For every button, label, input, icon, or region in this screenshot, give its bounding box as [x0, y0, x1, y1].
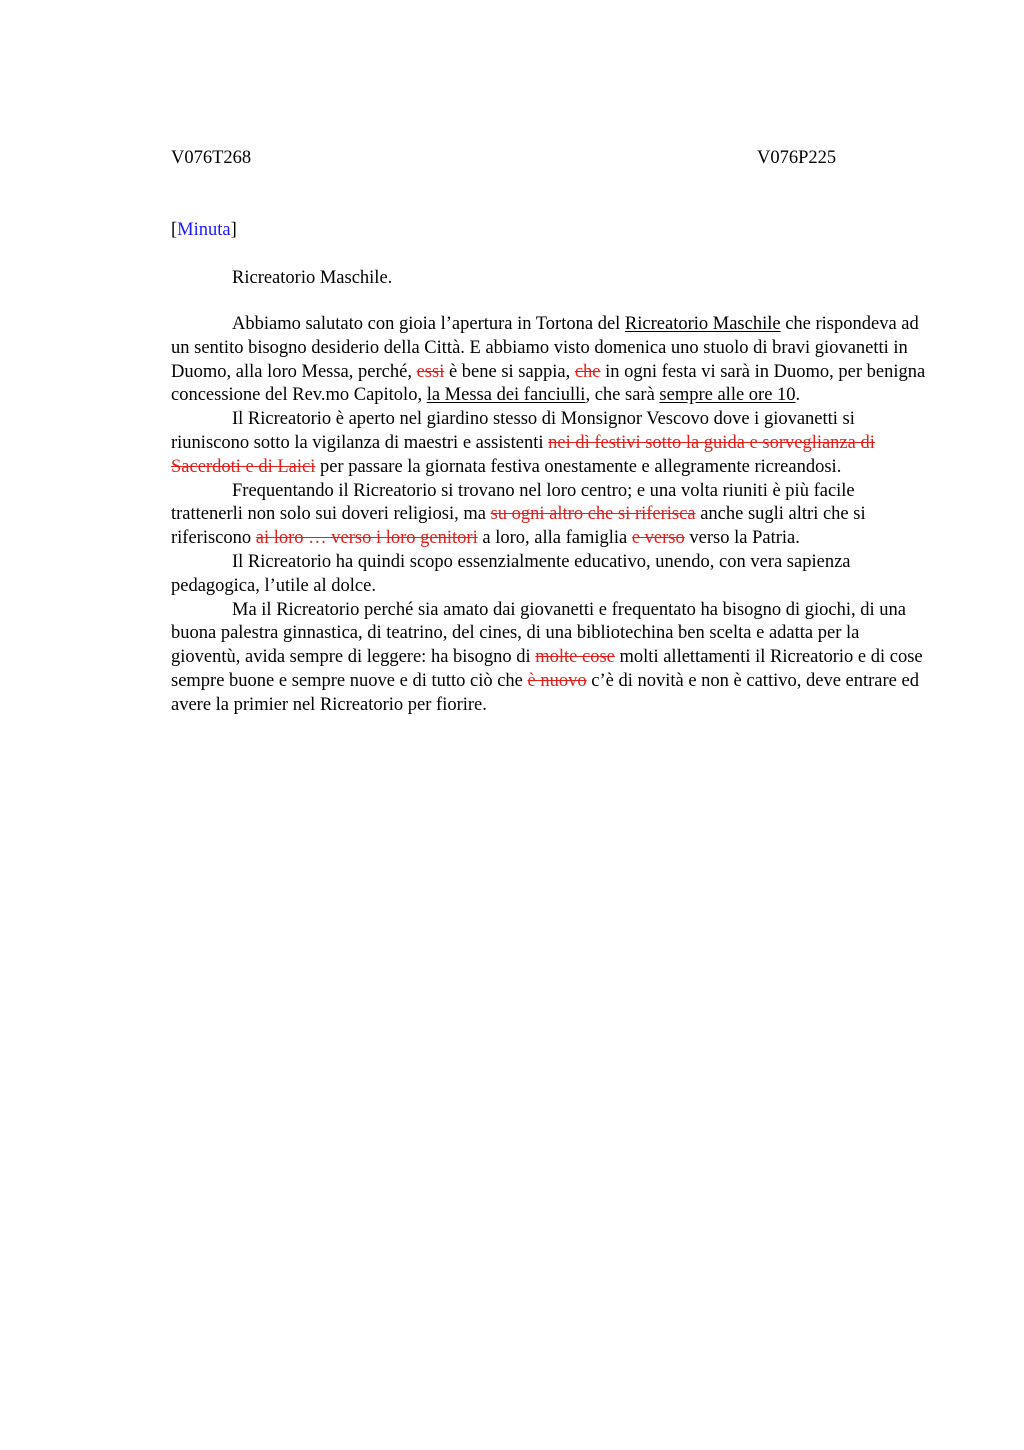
text-run: che rispondeva ad un sentito bisogno desiderio della Città. E abbiamo visto domenica uno stuolo di bravi giovanetti in Duomo, alla loro Messa, perché,: [171, 314, 919, 382]
text-run: Abbiamo salutato con gioia l’apertura in Tortona del: [232, 314, 625, 334]
paragraph-1: [171, 313, 931, 408]
text-run: Il Ricreatorio ha quindi scopo essenzialmente educativo, unendo, con vera sapienza pedagogica, l’utile al dolce.: [171, 551, 851, 596]
text-run: .: [795, 385, 801, 406]
paragraph-2: [171, 408, 931, 479]
document-code-right: V076P225: [757, 148, 837, 168]
deleted-text: che: [574, 361, 601, 382]
text-run: in ogni festa vi sarà in Duomo, per benigna concessione del Rev.mo Capitolo,: [171, 361, 926, 406]
paragraph-3: [171, 480, 931, 551]
deleted-text: essi: [416, 361, 445, 382]
underlined-text: Ricreatorio Maschile: [624, 314, 781, 334]
draft-label-word: Minuta: [177, 220, 231, 240]
text-run: verso la Patria.: [684, 528, 800, 549]
bracket-close: ]: [230, 220, 237, 240]
text-run: a loro, alla famiglia: [477, 528, 632, 549]
deleted-text: molte cose: [535, 647, 615, 668]
draft-label: [171, 218, 237, 242]
text-run: Ma il Ricreatorio perché sia amato dai giovanetti e frequentato ha bisogno di giochi, di una buona palestra ginnastica, di teatrino, del cines, di una bibliotechina ben scelta e adatta per la gioventù, avida sempre di leggere: ha bisogno di: [171, 599, 907, 668]
text-run: è bene si sappia,: [444, 361, 575, 382]
text-run: Il Ricreatorio è aperto nel giardino stesso di Monsignor Vescovo dove i giovanetti si riuniscono sotto la vigilanza di maestri e assistenti: [171, 409, 855, 453]
document-body: [171, 313, 931, 718]
paragraph-4: [171, 551, 931, 599]
deleted-text: ai loro … verso i loro genitori: [255, 528, 478, 549]
bracket-open: [: [171, 220, 178, 240]
document-code-left: V076T268: [171, 148, 252, 168]
deleted-text: e verso: [631, 528, 685, 549]
deleted-text: è nuovo: [527, 670, 587, 691]
underlined-text: sempre alle ore 10: [659, 385, 796, 406]
underlined-text: la Messa dei fanciulli: [426, 385, 586, 406]
text-run: , che sarà: [585, 385, 660, 406]
document-title: Ricreatorio Maschile.: [232, 268, 393, 288]
text-run: anche sugli altri che si riferiscono: [171, 504, 866, 549]
text-run: c’è di novità e non è cattivo, deve entrare ed avere la primier nel Ricreatorio per fiorire.: [171, 670, 919, 715]
text-run: molti allettamenti il Ricreatorio e di cose sempre buone e sempre nuove e di tutto ciò che: [171, 647, 923, 691]
deleted-text: su ogni altro che si riferisca: [490, 504, 696, 525]
text-run: per passare la giornata festiva onestamente e allegramente ricreandosi.: [315, 456, 842, 477]
text-run: Frequentando il Ricreatorio si trovano nel loro centro; e una volta riuniti è più facile trattenerli non solo sui doveri religiosi, ma: [171, 480, 855, 525]
paragraph-5: [171, 599, 931, 718]
deleted-text: nei dì festivi sotto la guida e sorveglianza di Sacerdoti e di Laici: [171, 432, 875, 477]
